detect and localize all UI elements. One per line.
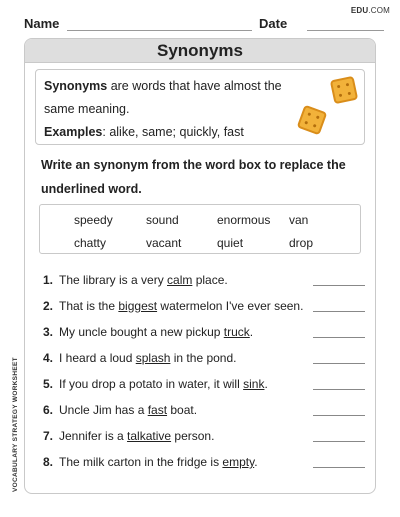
word-box-item: van <box>289 213 309 227</box>
question-item <box>43 351 359 377</box>
examples-text: : alike, same; quickly, fast <box>102 125 244 139</box>
underlined-word: sink <box>243 377 265 391</box>
question-list <box>43 273 359 481</box>
answer-line[interactable] <box>313 415 365 416</box>
answer-line[interactable] <box>313 311 365 312</box>
question-number: 1. <box>43 273 54 287</box>
question-text-after: boat. <box>167 403 198 417</box>
question-item <box>43 325 359 351</box>
question-text <box>59 455 258 469</box>
question-text-before: Jennifer is a <box>59 429 128 443</box>
definition-box <box>35 69 365 145</box>
answer-line[interactable] <box>313 389 365 390</box>
answer-line[interactable] <box>313 285 365 286</box>
question-number: 4. <box>43 351 54 365</box>
name-label: Name <box>24 16 60 31</box>
word-box-item: vacant <box>146 236 182 250</box>
question-item <box>43 455 359 481</box>
word-box-item: chatty <box>74 236 107 250</box>
question-text-before: Uncle Jim has a <box>59 403 148 417</box>
question-text-before: If you drop a potato in water, it will <box>59 377 244 391</box>
question-item <box>43 377 359 403</box>
underlined-word: talkative <box>127 429 172 443</box>
answer-line[interactable] <box>313 467 365 468</box>
question-text-after: in the pond. <box>170 351 237 365</box>
examples-label: Examples <box>44 125 103 139</box>
header-row <box>24 16 384 34</box>
cracker-icon <box>297 105 328 136</box>
question-text <box>59 403 197 417</box>
word-box-item: speedy <box>74 213 113 227</box>
question-number: 7. <box>43 429 54 443</box>
definition-line-1 <box>44 79 282 93</box>
question-number: 6. <box>43 403 54 417</box>
brand-suffix: .COM <box>368 6 390 15</box>
question-text-before: The library is a very <box>59 273 168 287</box>
answer-line[interactable] <box>313 441 365 442</box>
question-text-before: I heard a loud <box>59 351 136 365</box>
side-label: VOCABULARY STRATEGY WORKSHEET <box>12 357 19 492</box>
question-item <box>43 273 359 299</box>
question-text <box>59 429 214 443</box>
name-field[interactable] <box>67 30 252 31</box>
question-text-after: . <box>254 455 258 469</box>
question-text <box>59 299 303 313</box>
question-text-before: The milk carton in the fridge is <box>59 455 223 469</box>
definition-term: Synonyms <box>44 79 108 93</box>
question-number: 2. <box>43 299 54 313</box>
page-title: Synonyms <box>25 39 375 63</box>
brand-logo <box>351 6 390 15</box>
question-text-after: . <box>249 325 254 339</box>
word-box-item: drop <box>289 236 314 250</box>
underlined-word: fast <box>147 403 168 417</box>
date-label: Date <box>259 16 288 31</box>
question-number: 8. <box>43 455 54 469</box>
word-box-item: quiet <box>217 236 244 250</box>
question-item <box>43 403 359 429</box>
definition-text-1: are words that have almost the <box>107 79 282 93</box>
word-box-item: enormous <box>217 213 271 227</box>
worksheet <box>24 38 376 494</box>
date-field[interactable] <box>307 30 384 31</box>
answer-line[interactable] <box>313 337 365 338</box>
brand-name: EDU <box>350 6 369 15</box>
question-text-after: person. <box>171 429 215 443</box>
instruction-text: Write an synonym from the word box to replace the underlined word. <box>41 158 346 196</box>
question-text-before: That is the <box>59 299 119 313</box>
question-text-after: watermelon I've ever seen. <box>157 299 304 313</box>
question-text <box>59 351 236 365</box>
cracker-icon <box>330 76 358 104</box>
question-text-after: place. <box>192 273 228 287</box>
underlined-word: calm <box>167 273 193 287</box>
definition-line-2: same meaning. <box>44 102 130 116</box>
underlined-word: truck <box>223 325 250 339</box>
answer-line[interactable] <box>313 363 365 364</box>
question-text-before: My uncle bought a new pickup <box>59 325 224 339</box>
question-item <box>43 299 359 325</box>
word-box-item: sound <box>146 213 179 227</box>
examples-line <box>44 125 244 139</box>
underlined-word: splash <box>135 351 171 365</box>
question-number: 5. <box>43 377 54 391</box>
question-number: 3. <box>43 325 54 339</box>
question-text <box>59 273 228 287</box>
question-text <box>59 377 268 391</box>
question-text-after: . <box>264 377 268 391</box>
question-item <box>43 429 359 455</box>
question-text <box>59 325 253 339</box>
underlined-word: biggest <box>118 299 158 313</box>
word-box <box>39 204 361 254</box>
underlined-word: empty <box>222 455 255 469</box>
